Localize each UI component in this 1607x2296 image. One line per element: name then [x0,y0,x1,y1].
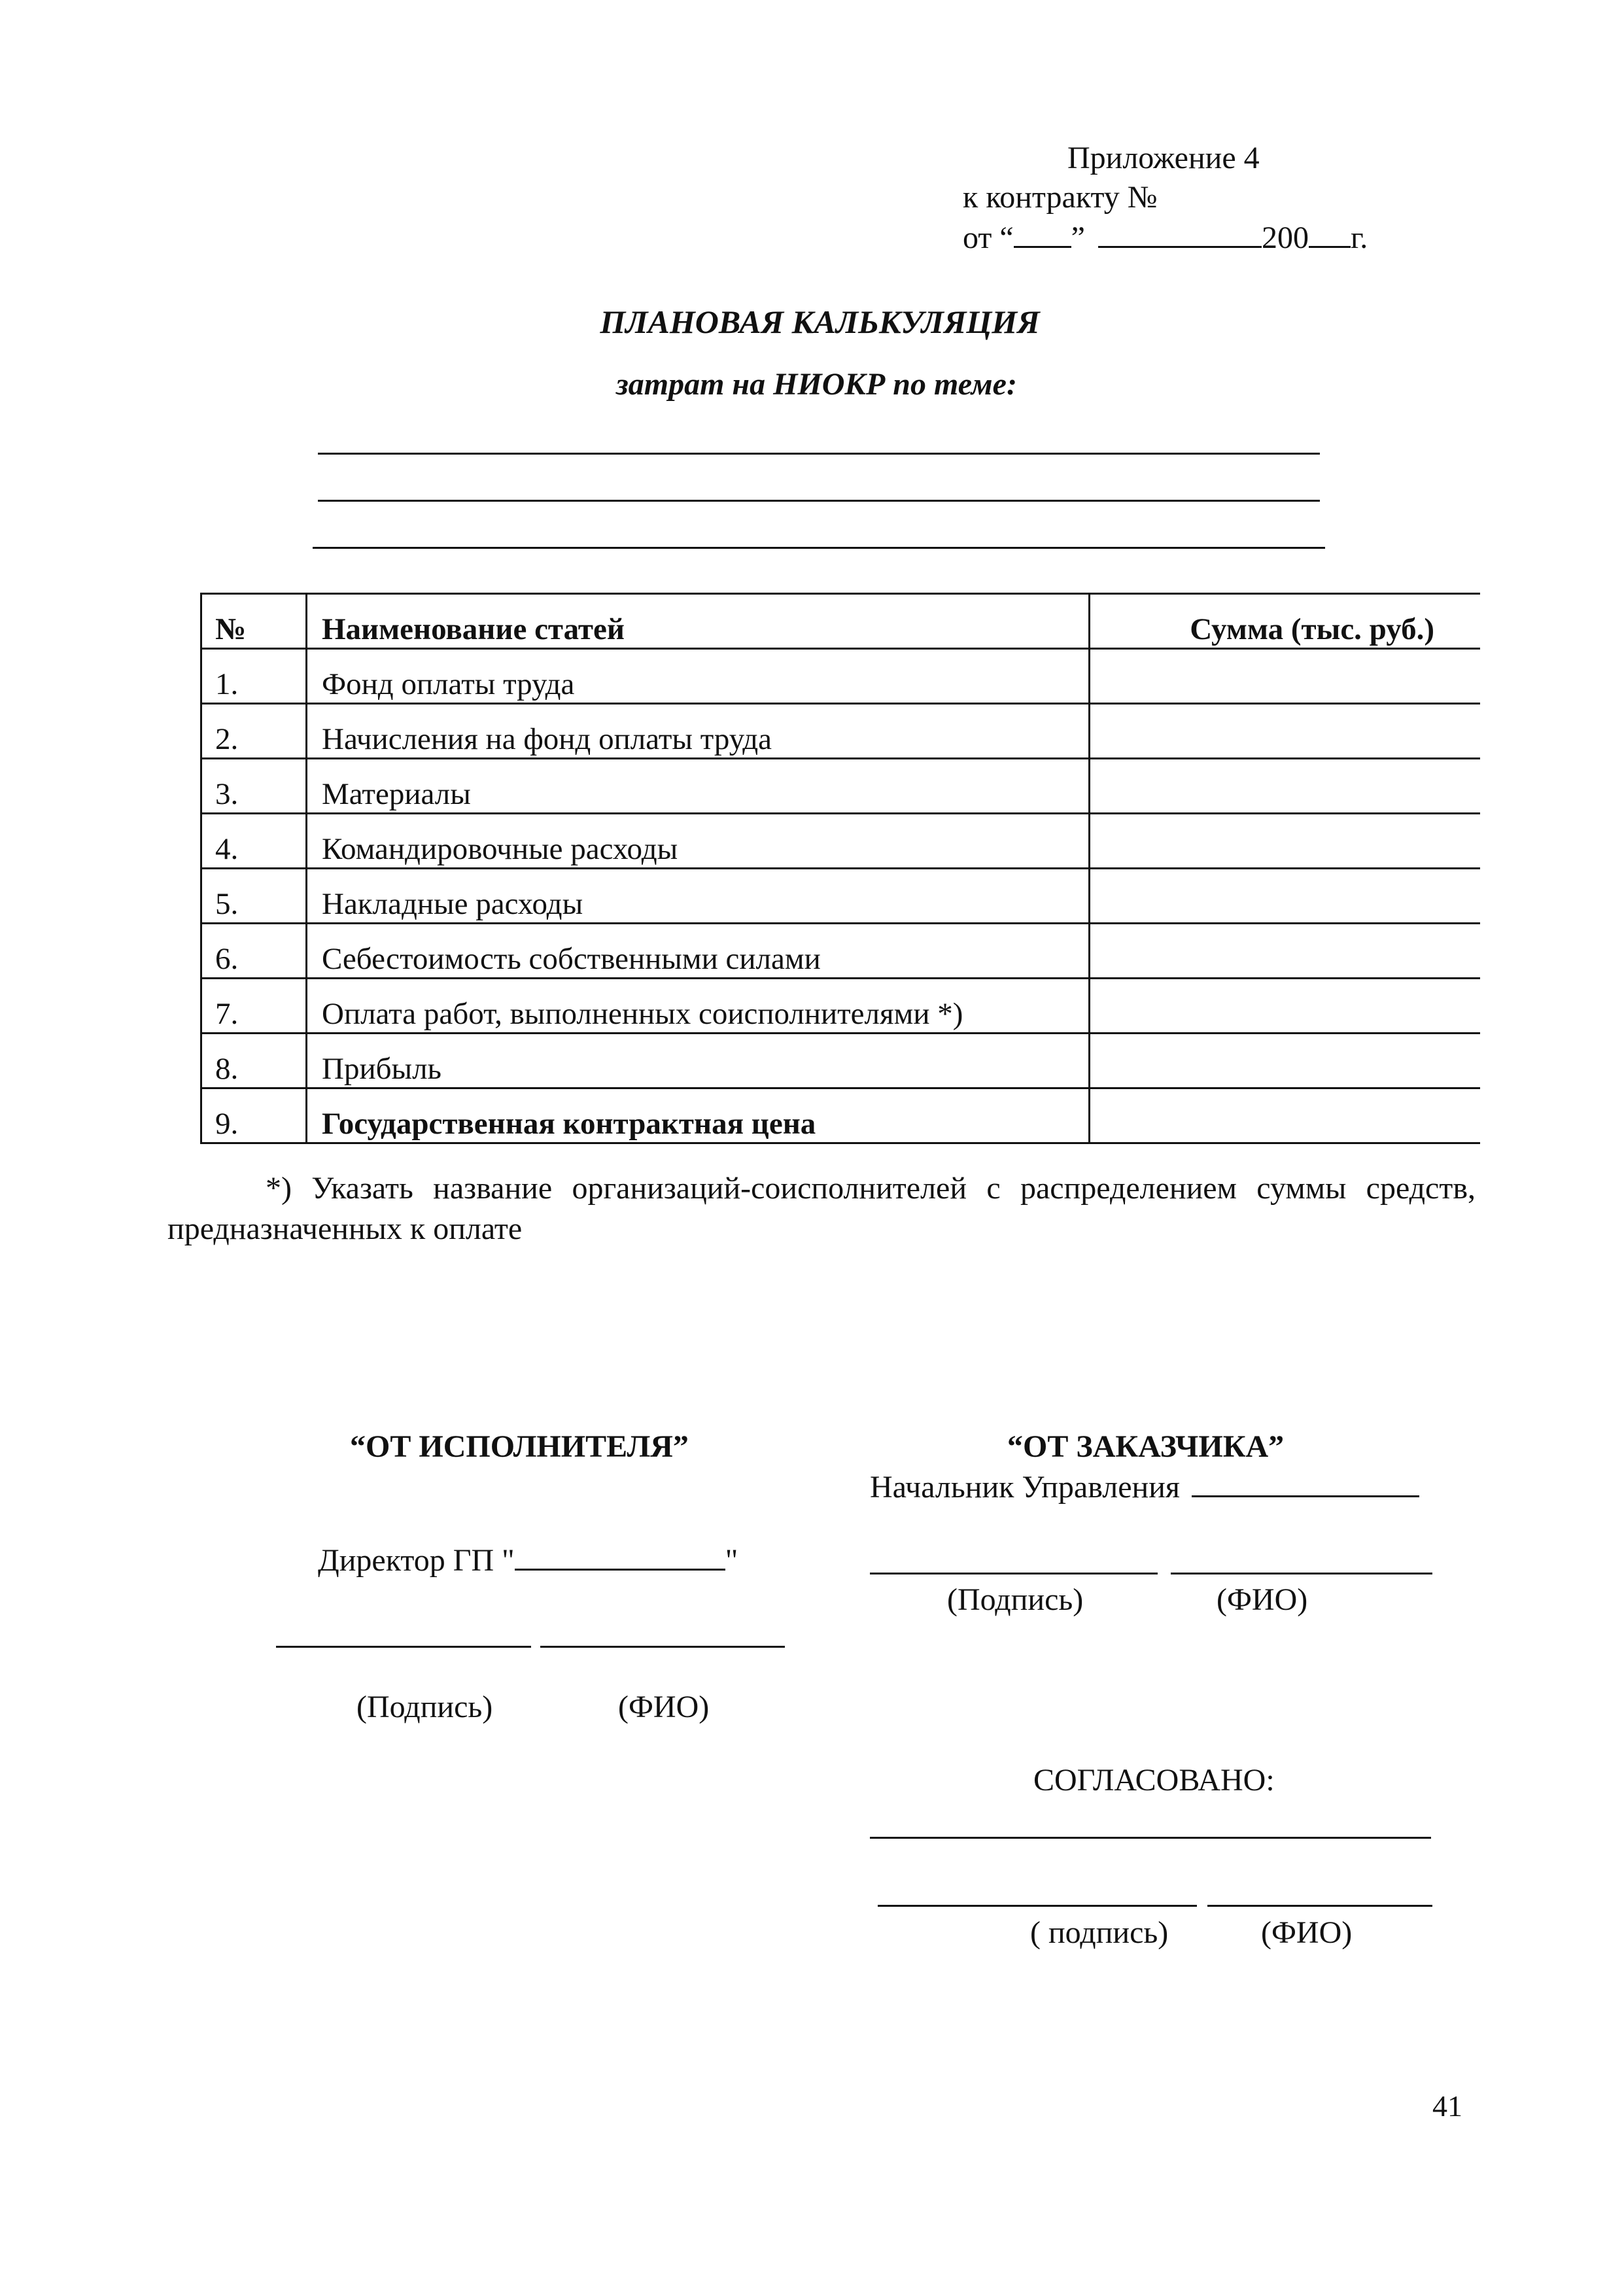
executor-fio-label: (ФИО) [618,1690,710,1724]
table-row [201,1034,1481,1088]
row-sum-cell[interactable] [1090,1088,1481,1143]
agreed-fio-line[interactable] [1207,1905,1432,1907]
customer-heading: “ОТ ЗАКАЗЧИКА” [1007,1429,1285,1464]
date-quote-close: ” [1071,220,1085,255]
date-year-blank[interactable] [1309,217,1351,248]
director-label: Директор ГП " [318,1543,515,1578]
executor-signature-label: (Подпись) [356,1690,493,1724]
row-sum-cell[interactable] [1090,759,1481,814]
agreed-signature-label: ( подпись) [1030,1915,1169,1950]
table-row [201,924,1481,979]
footnote [167,1168,1476,1249]
row-item-name: Материалы [307,759,1090,814]
row-sum-cell[interactable] [1090,979,1481,1034]
agreed-signature-line[interactable] [878,1905,1197,1907]
table-row [201,869,1481,924]
date-month-blank[interactable] [1098,217,1262,248]
cost-table [200,593,1480,1144]
row-item-name: Себестоимость собственными силами [307,924,1090,979]
table-row [201,759,1481,814]
table-row [201,814,1481,869]
header-sum: Сумма (тыс. руб.) [1090,594,1481,649]
row-sum-cell[interactable] [1090,869,1481,924]
customer-head-title: Начальник Управления [870,1470,1180,1505]
executor-fio-line[interactable] [540,1646,785,1648]
row-sum-cell[interactable] [1090,1034,1481,1088]
header-item-name: Наименование статей [307,594,1090,649]
table-header-row [201,594,1481,649]
director-quote-close: " [725,1543,738,1578]
footnote-line-1: *) Указать название организаций-соисполнителей с распределением суммы средств, [266,1171,1476,1206]
document-title: ПЛАНОВАЯ КАЛЬКУЛЯЦИЯ [600,304,1040,340]
row-item-name: Фонд оплаты труда [307,649,1090,704]
executor-signature-line[interactable] [276,1646,531,1648]
row-sum-cell[interactable] [1090,924,1481,979]
row-sum-cell[interactable] [1090,704,1481,759]
row-number: 4. [201,814,307,869]
executor-heading: “ОТ ИСПОЛНИТЕЛЯ” [350,1429,689,1464]
customer-signature-label: (Подпись) [947,1582,1084,1617]
row-item-name: Начисления на фонд оплаты труда [307,704,1090,759]
date-suffix: г. [1350,220,1368,255]
row-sum-cell[interactable] [1090,814,1481,869]
row-sum-cell[interactable] [1090,649,1481,704]
table-row [201,704,1481,759]
row-number: 8. [201,1034,307,1088]
row-number: 5. [201,869,307,924]
date-prefix: от “ [963,220,1014,255]
appendix-contract-label: к контракту № [963,180,1158,215]
row-number: 6. [201,924,307,979]
date-year: 200 [1261,220,1309,255]
date-day-blank[interactable] [1014,217,1071,248]
agreed-label: СОГЛАСОВАНО: [1033,1763,1275,1798]
appendix-date-row [963,217,1368,258]
agreed-fio-label: (ФИО) [1261,1915,1353,1950]
table-row [201,649,1481,704]
row-number: 7. [201,979,307,1034]
customer-head-title-row [870,1467,1419,1507]
customer-head-blank[interactable] [1192,1467,1419,1497]
document-subtitle: затрат на НИОКР по теме: [616,367,1017,402]
director-label-row [318,1540,738,1580]
topic-line-1[interactable] [318,453,1320,455]
topic-line-3[interactable] [313,547,1325,549]
row-number: 1. [201,649,307,704]
customer-fio-line[interactable] [1171,1573,1432,1574]
customer-fio-label: (ФИО) [1217,1582,1308,1617]
row-item-name: Накладные расходы [307,869,1090,924]
appendix-title: Приложение 4 [1067,141,1260,175]
footnote-line-2: предназначенных к оплате [167,1211,523,1246]
header-number: № [201,594,307,649]
row-number: 9. [201,1088,307,1143]
topic-line-2[interactable] [318,500,1320,502]
row-item-name: Оплата работ, выполненных соисполнителями *) [307,979,1090,1034]
row-number: 2. [201,704,307,759]
table-row [201,979,1481,1034]
table-row [201,1088,1481,1143]
customer-signature-line[interactable] [870,1573,1158,1574]
row-item-name: Государственная контрактная цена [307,1088,1090,1143]
page-number: 41 [1432,2089,1462,2123]
row-item-name: Командировочные расходы [307,814,1090,869]
agreed-org-line[interactable] [870,1837,1431,1839]
director-org-blank[interactable] [515,1540,725,1571]
row-number: 3. [201,759,307,814]
row-item-name: Прибыль [307,1034,1090,1088]
